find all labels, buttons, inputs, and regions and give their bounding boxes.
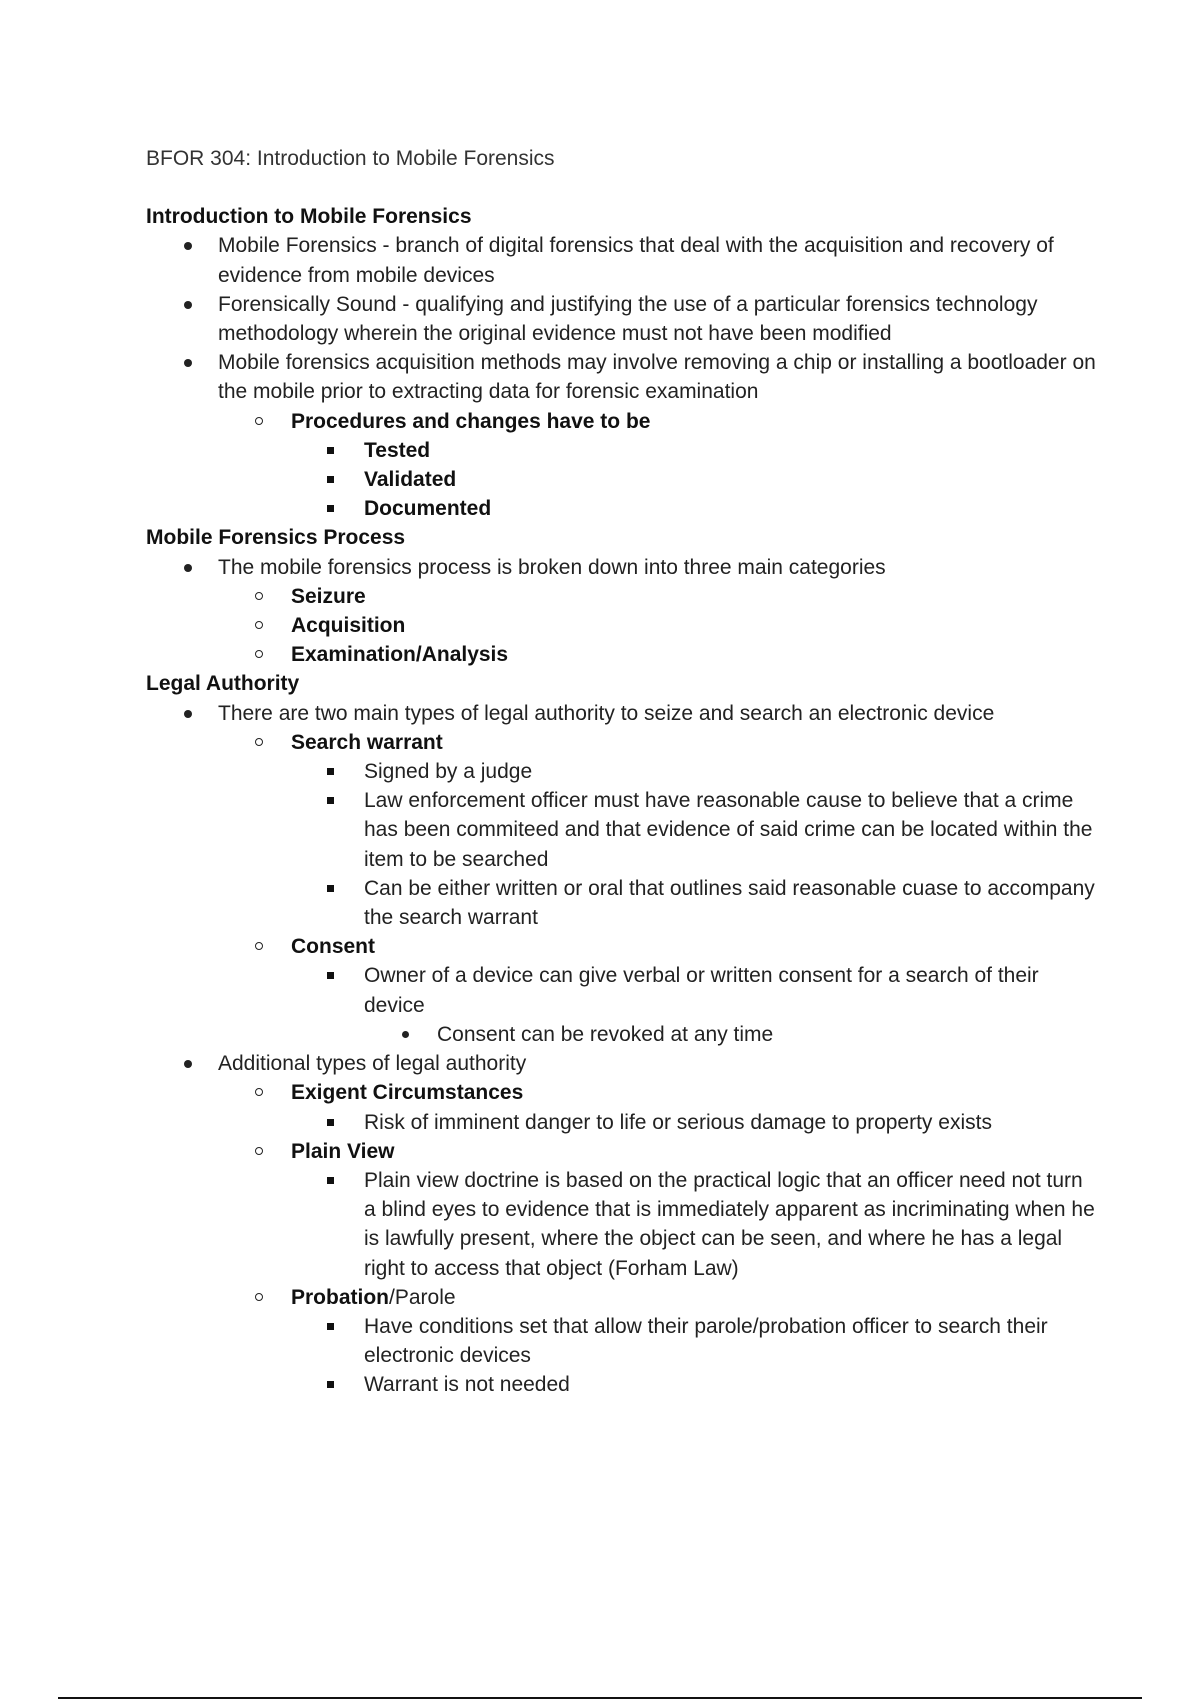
hollow-bullet-icon	[255, 942, 263, 950]
list-item: Procedures and changes have to be Tested Validated Documented	[218, 407, 1096, 524]
square-bullet-icon	[327, 1177, 334, 1184]
section-heading-legal: Legal Authority	[146, 672, 300, 696]
consent-list	[291, 961, 1096, 1049]
list-item: Plain View Plain view doctrine is based on the practical logic that an officer need not turn a blind eyes to evidence that is immediately apparent as incriminating when he is lawfully present, where the object can be seen, and where he has a legal right to access that object (Forham Law)	[218, 1137, 1096, 1283]
hollow-bullet-icon	[255, 621, 263, 629]
list-item: Tested	[291, 436, 1096, 465]
plain-view-list	[291, 1166, 1096, 1283]
hollow-bullet-icon	[255, 650, 263, 658]
square-bullet-icon	[327, 885, 334, 892]
list-item: Owner of a device can give verbal or written consent for a search of their device Consent can be revoked at any time	[291, 961, 1096, 1049]
process-sublist	[218, 582, 1096, 670]
square-bullet-icon	[327, 797, 334, 804]
list-item: There are two main types of legal authority to seize and search an electronic device Search warrant Signed by a judge Law enforcement officer must have reasonable cause to believe that a crime has been commiteed and that evidence of said crime can be located within the item to be searched Can be either written or oral that outlines said reasonable cuase to accompany the search warrant Consent Owner of a device can give verbal or written consent for a search of their device Consent can be revoked at any time	[146, 699, 1096, 1049]
process-list	[146, 553, 1096, 670]
legal-list	[146, 699, 1096, 1400]
list-item: Search warrant Signed by a judge Law enforcement officer must have reasonable cause to believe that a crime has been commiteed and that evidence of said crime can be located within the item to be searched Can be either written or oral that outlines said reasonable cuase to accompany the search warrant	[218, 728, 1096, 932]
list-item: Validated	[291, 465, 1096, 494]
list-item: Law enforcement officer must have reasonable cause to believe that a crime has been commiteed and that evidence of said crime can be located within the item to be searched	[291, 786, 1096, 874]
list-item: Documented	[291, 494, 1096, 523]
list-item: Probation/Parole Have conditions set that allow their parole/probation officer to search their electronic devices Warrant is not needed	[218, 1283, 1096, 1400]
list-item: The mobile forensics process is broken down into three main categories Seizure Acquisition Examination/Analysis	[146, 553, 1096, 670]
bullet-icon	[184, 564, 192, 572]
procedures-list	[218, 407, 1096, 524]
square-bullet-icon	[327, 1381, 334, 1388]
hollow-bullet-icon	[255, 1147, 263, 1155]
bullet-icon	[184, 242, 192, 250]
bullet-icon	[184, 1060, 192, 1068]
hollow-bullet-icon	[255, 1293, 263, 1301]
list-item: Signed by a judge	[291, 757, 1096, 786]
list-item: Mobile forensics acquisition methods may involve removing a chip or installing a bootloader on the mobile prior to extracting data for forensic examination Procedures and changes have to be Tested Validated Documented	[146, 348, 1096, 523]
list-item: Acquisition	[218, 611, 1096, 640]
square-bullet-icon	[327, 505, 334, 512]
list-item: Plain view doctrine is based on the practical logic that an officer need not turn a blind eyes to evidence that is immediately apparent as incriminating when he is lawfully present, where the object can be seen, and where he has a legal right to access that object (Forham Law)	[291, 1166, 1096, 1283]
hollow-bullet-icon	[255, 417, 263, 425]
square-bullet-icon	[327, 447, 334, 454]
section-heading-process: Mobile Forensics Process	[146, 526, 406, 550]
list-item: Risk of imminent danger to life or serious damage to property exists	[291, 1108, 1096, 1137]
list-item: Can be either written or oral that outlines said reasonable cuase to accompany the search warrant	[291, 874, 1096, 932]
list-item: Forensically Sound - qualifying and justifying the use of a particular forensics technology methodology wherein the original evidence must not have been modified	[146, 290, 1096, 348]
bullet-icon	[184, 301, 192, 309]
intro-list	[146, 231, 1096, 523]
hollow-bullet-icon	[255, 1088, 263, 1096]
additional-types-list	[218, 1078, 1096, 1399]
document-title: BFOR 304: Introduction to Mobile Forensics	[146, 147, 555, 170]
page-bottom-rule	[58, 1697, 1142, 1699]
list-item: Additional types of legal authority Exigent Circumstances Risk of imminent danger to life or serious damage to property exists Plain View Plain view doctrine is based on the practical logic that an officer need not turn a blind eyes to evidence that is immediately apparent as incriminating when he is lawfully present, where the object can be seen, and where he has a legal right to access that object (Forham Law) Probation/Parole Have conditions set that allow their parole/probation officer to search their electronic devices Warrant is not needed	[146, 1049, 1096, 1399]
search-warrant-list	[291, 757, 1096, 932]
list-item: Have conditions set that allow their parole/probation officer to search their electronic devices	[291, 1312, 1096, 1370]
square-bullet-icon	[327, 972, 334, 979]
list-item: Warrant is not needed	[291, 1370, 1096, 1399]
square-bullet-icon	[327, 476, 334, 483]
list-item: Consent can be revoked at any time	[364, 1020, 1096, 1049]
list-item: Consent Owner of a device can give verbal or written consent for a search of their device Consent can be revoked at any time	[218, 932, 1096, 1049]
bullet-icon	[184, 359, 192, 367]
procedures-sublist	[291, 436, 1096, 524]
probation-list	[291, 1312, 1096, 1400]
hollow-bullet-icon	[255, 592, 263, 600]
square-bullet-icon	[327, 1323, 334, 1330]
bullet-icon	[402, 1031, 409, 1038]
hollow-bullet-icon	[255, 738, 263, 746]
list-item: Mobile Forensics - branch of digital forensics that deal with the acquisition and recovery of evidence from mobile devices	[146, 231, 1096, 289]
exigent-list	[291, 1108, 1096, 1137]
square-bullet-icon	[327, 768, 334, 775]
list-item: Exigent Circumstances Risk of imminent danger to life or serious damage to property exists	[218, 1078, 1096, 1136]
square-bullet-icon	[327, 1119, 334, 1126]
list-item: Examination/Analysis	[218, 640, 1096, 669]
section-heading-intro: Introduction to Mobile Forensics	[146, 205, 472, 229]
document-page	[146, 144, 1096, 1400]
legal-types-list	[218, 728, 1096, 1049]
bullet-icon	[184, 710, 192, 718]
consent-sublist	[364, 1020, 1096, 1049]
list-item: Seizure	[218, 582, 1096, 611]
